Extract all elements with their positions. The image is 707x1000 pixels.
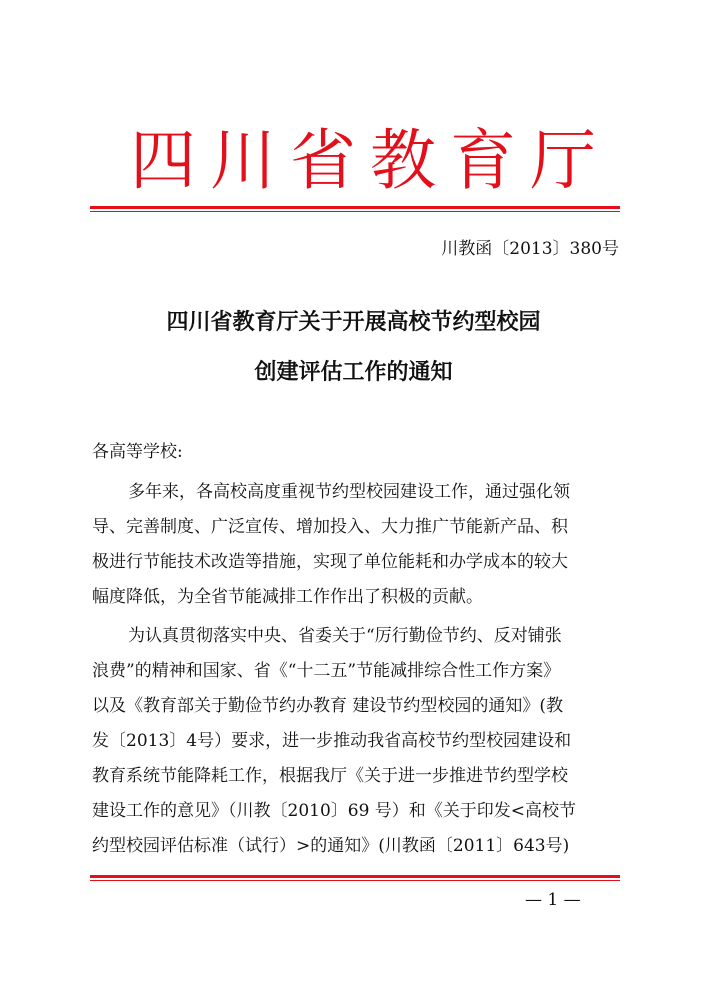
body-line: 发〔2013〕4号）要求，进一步推动我省高校节约型校园建设和 (92, 731, 572, 751)
body-line: 导、完善制度、广泛宣传、增加投入、大力推广节能新产品、积 (92, 517, 568, 537)
body-line: 多年来，各高校高度重视节约型校园建设工作，通过强化领 (128, 482, 570, 502)
issuer-masthead: 四川省教育厅 (130, 122, 610, 199)
body-line: 幅度降低，为全省节能减排工作作出了积极的贡献。 (92, 587, 483, 607)
footer-red-rule-thin (90, 880, 620, 881)
footer-red-rule-thick (90, 875, 620, 878)
document-title-line-1: 四川省教育厅关于开展高校节约型校园 (166, 309, 541, 335)
document-title-line-2: 创建评估工作的通知 (254, 359, 453, 385)
document-number: 川教函〔2013〕380号 (441, 239, 619, 259)
header-red-rule-thin (90, 211, 620, 212)
body-line: 以及《教育部关于勤俭节约办教育 建设节约型校园的通知》(教 (92, 696, 564, 716)
body-line: 浪费”的精神和国家、省《“十二五”节能减排综合性工作方案》 (92, 661, 561, 681)
salutation: 各高等学校: (92, 442, 183, 462)
body-line: 极进行节能技术改造等措施，实现了单位能耗和办学成本的较大 (92, 552, 568, 572)
body-line: 为认真贯彻落实中央、省委关于“厉行勤俭节约、反对铺张 (128, 626, 562, 646)
page-number: — 1 — (525, 890, 581, 910)
body-line: 约型校园评估标准（试行）>的通知》(川教函〔2011〕643号) (92, 836, 570, 856)
body-line: 建设工作的意见》（川教〔2010〕69 号）和《关于印发<高校节 (92, 801, 577, 821)
header-red-rule-thick (90, 206, 620, 209)
body-line: 教育系统节能降耗工作，根据我厅《关于进一步推进节约型学校 (92, 766, 568, 786)
